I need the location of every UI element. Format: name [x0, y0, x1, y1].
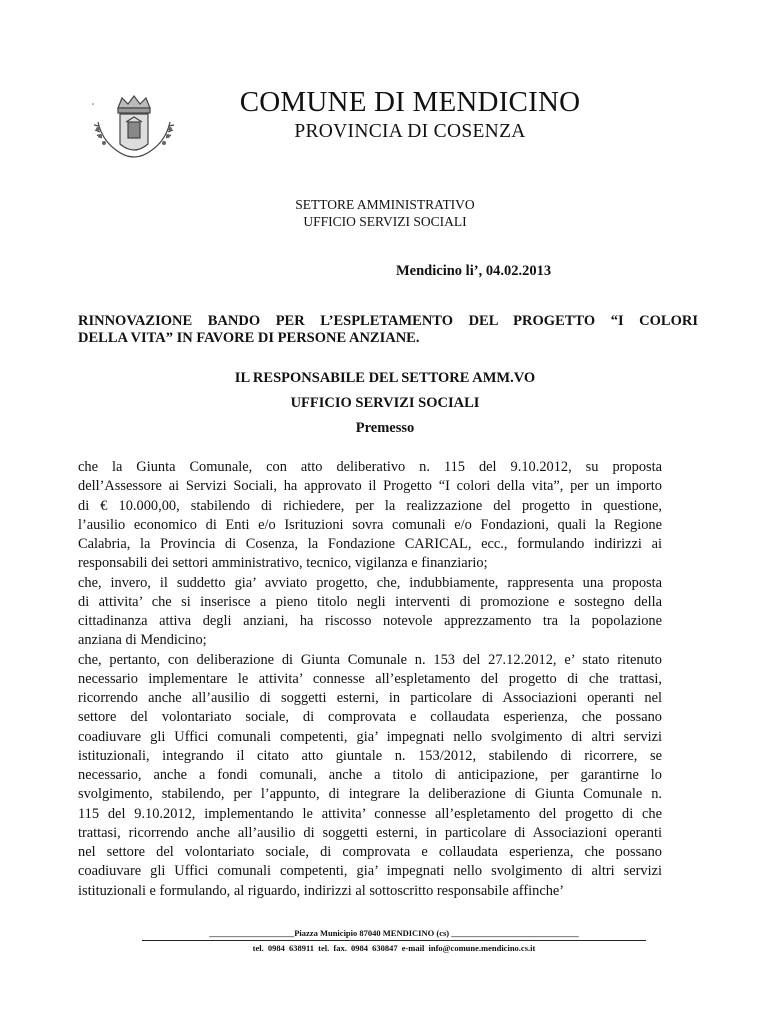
- municipality-title: COMUNE DI MENDICINO: [239, 86, 581, 118]
- office-heading: UFFICIO SERVIZI SOCIALI: [290, 395, 480, 411]
- body-line: cittadinanza attiva degli anziani, ha riscosso notevole apprezzamento tra la popolazione: [78, 613, 662, 629]
- document-date: Mendicino li’, 04.02.2013: [396, 263, 552, 279]
- sector-name: SETTORE AMMINISTRATIVO: [295, 197, 475, 212]
- footer-address: ____________________Piazza Municipio 87040 MENDICINO (cs) ______________________________: [209, 928, 579, 938]
- body-line: nel settore del volontariato sociale, di comprovata e collaudata esperienza, che possano: [78, 844, 662, 860]
- body-line: settore del volontariato sociale, di comprovata e collaudata esperienza, che possano: [78, 709, 662, 726]
- subject-line: DELLA VITA” IN FAVORE DI PERSONE ANZIANE.: [78, 330, 420, 346]
- body-line: coadiuvare gli Uffici comunali competenti, gia’ impegnati nello svolgimento di altri servizi: [78, 728, 662, 745]
- document-subject: [78, 313, 698, 347]
- responsible-heading: IL RESPONSABILE DEL SETTORE AMM.VO: [234, 370, 536, 386]
- footer-divider: [142, 940, 646, 941]
- body-line: di € 10.000,00, stabilendo di richiedere, per la realizzazione del progetto in questione,: [78, 497, 662, 514]
- province-subtitle: PROVINCIA DI COSENZA: [294, 121, 526, 142]
- body-line: Calabria, la Provincia di Cosenza, la Fondazione CARICAL, ecc., formulando indirizzi ai: [78, 536, 662, 552]
- body-paragraphs: [78, 458, 662, 901]
- body-line: che, pertanto, con deliberazione di Giunta Comunale n. 153 del 27.12.2012, e’ stato ritenuto: [78, 651, 662, 668]
- body-line: necessario implementare le attivita’ connesse all’espletamento del progetto di che trattasi,: [78, 670, 662, 687]
- body-line: coadiuvare gli Uffici comunali competenti, gia’ impegnati nello svolgimento di altri servizi: [78, 863, 662, 880]
- body-line: dell’Assessore ai Servizi Sociali, ha approvato il Progetto “I colori della vita”, per un importo: [78, 478, 662, 495]
- body-line: responsabili dei settori amministrativo, tecnico, vigilanza e finanziario;: [78, 555, 488, 572]
- body-line: necessario, anche a fondi comunali, anche a titolo di anticipazione, per garantirne lo: [78, 767, 662, 783]
- subject-line: RINNOVAZIONE BANDO PER L’ESPLETAMENTO DEL PROGETTO “I COLORI: [78, 313, 698, 329]
- body-line: trattasi, ricorrendo anche all’ausilio di soggetti esterni, in particolare di Associazioni operanti: [78, 824, 662, 841]
- body-line: anziana di Mendicino;: [78, 632, 207, 649]
- body-line: l’ausilio economico di Enti e/o Isrituzioni sovra comunali e/o Fondazioni, quali la Regione: [78, 516, 662, 533]
- body-line: di attivita’ che si inserisce a pieno titolo negli interventi di promozione e sostegno della: [78, 593, 662, 610]
- body-line: che la Giunta Comunale, con atto deliberativo n. 115 del 9.10.2012, su proposta: [78, 459, 662, 475]
- body-line: 115 del 9.10.2012, implementando le attivita’ connesse all’espletamento del progetto di che: [78, 805, 662, 822]
- body-line: istituzionali, integrando il citato atto giuntale n. 153/2012, stabilendo di ricorrere, se: [78, 747, 662, 764]
- body-line: ricorrendo anche all’ausilio di soggetti esterni, in particolare di Associazioni operanti nel: [78, 690, 662, 706]
- footer-contacts: tel. 0984 638911 tel. fax. 0984 630847 e-mail info@comune.mendicino.cs.it: [252, 943, 536, 953]
- body-line: che, invero, il suddetto gia’ avviato progetto, che, indubbiamente, rappresenta una proposta: [78, 574, 662, 591]
- office-name: UFFICIO SERVIZI SOCIALI: [303, 214, 467, 229]
- sector-block: [200, 196, 570, 230]
- premesso-heading: Premesso: [355, 420, 415, 436]
- municipal-coat-of-arms-icon: [88, 92, 188, 176]
- body-line: istituzionali e formulando, al riguardo, indirizzi al sottoscritto responsabile affinche’: [78, 882, 565, 899]
- body-line: svolgimento, stabilendo, per l’appunto, di integrare la deliberazione di Giunta Comunale n.: [78, 786, 662, 803]
